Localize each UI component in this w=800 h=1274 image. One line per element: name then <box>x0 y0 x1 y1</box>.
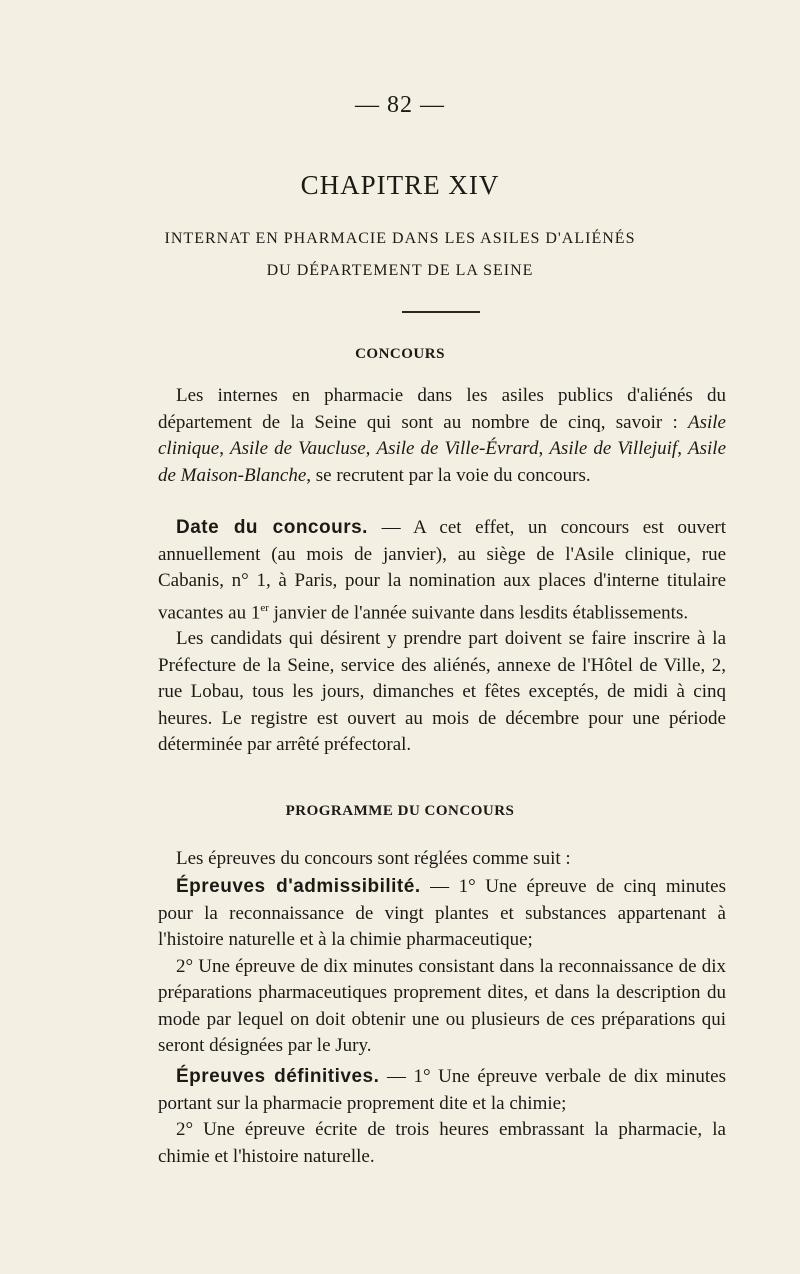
separator-text: , <box>365 438 377 459</box>
chapter-title: CHAPITRE XIV <box>300 170 500 200</box>
programme-intro-paragraph <box>158 846 726 873</box>
date-heading: Date du concours. <box>176 517 368 538</box>
separator-text: , <box>538 438 550 459</box>
definitives-text-1: — 1° Une épreuve verbale de dix minutes portant sur la pharmacie proprement dite et la chimie; <box>158 1066 726 1114</box>
date-text-end: janvier de l'année suivante dans lesdits établissements. <box>268 601 689 623</box>
asile-name: Asile de Maison-Blanche <box>158 438 727 486</box>
definitives-text-2: 2° Une épreuve écrite de trois heures embrassant la pharmacie, la chimie et l'histoire naturelle. <box>158 1119 726 1167</box>
separator-rule <box>402 311 480 313</box>
separator-text: , <box>677 438 689 459</box>
intro-text: Les internes en pharmacie dans les asiles publics d'aliénés du département de la Seine qui sont au nombre de cinq, savoir : <box>158 385 726 433</box>
admissibilite-text-1: — 1° Une épreuve de cinq minutes pour la reconnaissance de vingt plantes et substances appartenant à l'histoire naturelle et à la chimie pharmaceutique; <box>158 876 727 950</box>
asile-name: Asile de Villejuif <box>549 438 678 459</box>
asile-name: Asile clinique <box>158 411 726 459</box>
date-text: — A cet effet, un concours est ouvert annuellement (au mois de janvier), au siège de l'Asile clinique, rue Cabanis, n° 1, à Paris, pour la nomination aux places d'interne titulaire vacantes au 1 <box>158 517 727 623</box>
admissibilite-heading: Épreuves d'admissibilité. <box>176 876 421 897</box>
definitives-block <box>158 1064 726 1170</box>
intro-paragraph <box>158 383 726 489</box>
separator-text: , <box>219 438 231 459</box>
section-heading-programme: PROGRAMME DU CONCOURS <box>285 803 515 819</box>
page-number: — 82 — <box>355 92 445 118</box>
ordinal-superscript: er <box>260 601 269 614</box>
date-paragraph-block <box>158 515 726 759</box>
admissibilite-block <box>158 874 726 1060</box>
chapter-subtitle-line-1: INTERNAT EN PHARMACIE DANS LES ASILES D'ALIÉNÉS <box>164 230 636 247</box>
candidates-paragraph: Les candidats qui désirent y prendre part doivent se faire inscrire à la Préfecture de la Seine, service des aliénés, annexe de l'Hôtel de Ville, 2, rue Lobau, tous les jours, dimanches et fêtes exceptés, de midi à cinq heures. Le registre est ouvert au mois de décembre pour une période déterminée par arrêté préfectoral. <box>158 628 726 756</box>
chapter-subtitle-line-2: DU DÉPARTEMENT DE LA SEINE <box>266 262 534 279</box>
intro-text-end: , se recrutent par la voie du concours. <box>306 464 591 486</box>
definitives-heading: Épreuves définitives. <box>176 1066 380 1087</box>
section-heading-concours: CONCOURS <box>355 346 445 362</box>
programme-intro-text: Les épreuves du concours sont réglées comme suit : <box>176 848 571 869</box>
admissibilite-text-2: 2° Une épreuve de dix minutes consistant dans la reconnaissance de dix préparations pharmaceutiques proprement dites, et dans la description du mode par lequel on doit obtenir une ou plusieurs de ces préparations qui seront désignées par le Jury. <box>158 955 726 1056</box>
asile-name: Asile de Ville-Évrard <box>376 438 539 459</box>
asile-name: Asile de Vaucluse <box>230 438 366 459</box>
